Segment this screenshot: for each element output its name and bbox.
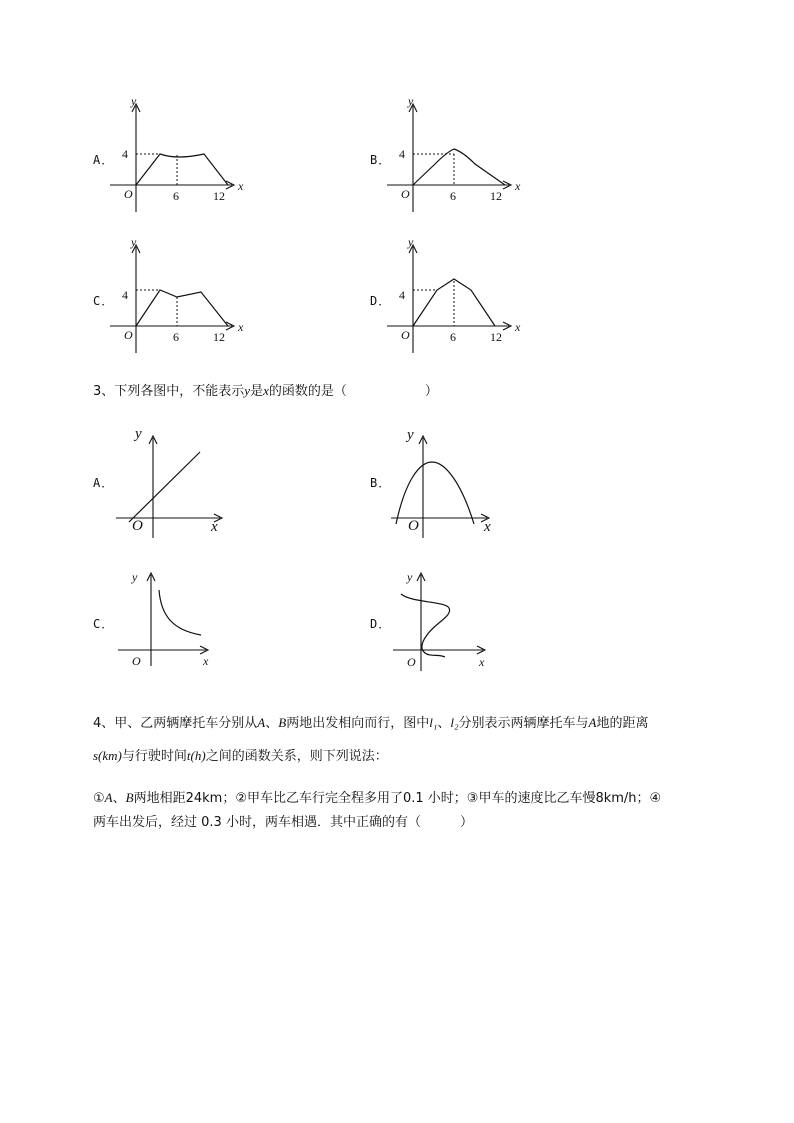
x-axis-label: x: [238, 179, 244, 193]
q4-text: 之间的函数关系，则下列说法：: [205, 749, 388, 764]
q3-suffix: 的函数的是（ ）: [268, 384, 438, 399]
x-axis-label: x: [203, 654, 209, 668]
q4-text: ①: [93, 791, 105, 806]
x-tick-6: 6: [173, 189, 179, 203]
q4-text: 地的距离: [596, 716, 649, 731]
origin-label: O: [408, 518, 419, 534]
s-curve-graph: [401, 594, 450, 657]
q3-middle: 是: [250, 384, 264, 399]
line-l1-label: l₁: [429, 715, 438, 730]
x-axis-label: x: [484, 519, 491, 535]
x-axis-label: x: [515, 320, 521, 334]
point-b-label: B: [278, 715, 287, 730]
q4-text: 两地出发相向而行，图中: [286, 716, 430, 731]
origin-label: O: [132, 518, 143, 534]
origin-label: O: [132, 654, 141, 668]
q3-y: y: [244, 383, 251, 398]
x-axis-label: x: [211, 519, 218, 535]
y-axis-label: y: [132, 570, 138, 584]
origin-label: O: [401, 187, 410, 201]
q4-line-1: [93, 715, 649, 732]
x-axis-label: x: [479, 655, 485, 669]
origin-label: O: [401, 328, 410, 342]
parabola-graph: [396, 462, 474, 524]
q4-text: 、: [112, 791, 126, 806]
q4-text: 两地相距: [133, 791, 186, 806]
q4-text: 8km/h: [595, 791, 637, 806]
q3-graph-c: [112, 563, 232, 683]
q2-graph-a: [110, 92, 250, 212]
q4-text: ；②甲车比乙车行完全程多用了0.1 小时；③甲车的速度比乙车慢: [222, 791, 596, 806]
q4-text: ；④: [636, 791, 662, 806]
q4-text: 分别表示两辆摩托车与: [458, 716, 589, 731]
q3-stem: [93, 383, 438, 400]
q4-text: 24km: [185, 791, 223, 806]
q3-graph-a: [112, 422, 232, 542]
q2-graph-b: [387, 92, 527, 212]
hyperbola-graph: [159, 590, 201, 635]
y-axis-label: y: [407, 427, 414, 443]
point-b-label: B: [125, 790, 134, 805]
q4-line-3: [93, 790, 661, 807]
y-axis-label: y: [135, 426, 142, 442]
line-l2-label: l₂: [450, 715, 459, 730]
q3-option-b-label: B．: [370, 476, 392, 490]
x-tick-12: 12: [490, 330, 502, 344]
point-a-label: A: [104, 790, 113, 805]
q3-prefix: 3、下列各图中，不能表示: [93, 384, 245, 399]
q4-text: s(km): [93, 748, 122, 763]
x-tick-6: 6: [450, 189, 456, 203]
point-a-label: A: [257, 715, 266, 730]
q3-option-c-label: C．: [93, 617, 115, 631]
curve-c: [136, 290, 228, 326]
y-tick-4: 4: [399, 288, 405, 302]
q3-x: x: [263, 383, 269, 398]
origin-label: O: [124, 187, 133, 201]
q2-option-b-label: B．: [370, 153, 392, 167]
q4-text: 与行驶时间: [121, 749, 187, 764]
q2-option-c-label: C．: [93, 294, 115, 308]
y-axis-label: y: [131, 235, 137, 249]
q2-option-d-label: D．: [370, 294, 392, 308]
q4-line-2: [93, 748, 388, 765]
origin-label: O: [124, 328, 133, 342]
x-axis-label: x: [515, 179, 521, 193]
q3-option-d-label: D．: [370, 617, 392, 631]
y-tick-4: 4: [399, 147, 405, 161]
q4-text: t(h): [186, 748, 206, 763]
y-axis-label: y: [407, 570, 413, 584]
x-tick-12: 12: [213, 330, 225, 344]
q4-text: 4、甲、乙两辆摩托车分别从: [93, 716, 258, 731]
q2-option-a-label: A．: [93, 153, 115, 167]
q3-graph-b: [387, 422, 507, 542]
q3-option-a-label: A．: [93, 476, 115, 490]
x-axis-label: x: [238, 320, 244, 334]
q2-graph-c: [110, 233, 250, 353]
point-a-label: A: [588, 715, 597, 730]
q3-graph-d: [387, 563, 507, 683]
x-tick-12: 12: [213, 189, 225, 203]
y-axis-label: y: [408, 94, 414, 108]
q4-text: 、: [265, 716, 279, 731]
q4-text: 、: [437, 716, 451, 731]
x-tick-6: 6: [173, 330, 179, 344]
y-tick-4: 4: [122, 147, 128, 161]
x-tick-6: 6: [450, 330, 456, 344]
x-tick-12: 12: [490, 189, 502, 203]
y-axis-label: y: [131, 94, 137, 108]
curve-a: [136, 154, 228, 185]
line-graph: [129, 452, 200, 522]
origin-label: O: [407, 655, 416, 669]
y-tick-4: 4: [122, 288, 128, 302]
q2-graph-d: [387, 233, 527, 353]
q4-line-4: 两车出发后，经过 0.3 小时，两车相遇．其中正确的有（ ）: [93, 815, 473, 830]
y-axis-label: y: [408, 235, 414, 249]
